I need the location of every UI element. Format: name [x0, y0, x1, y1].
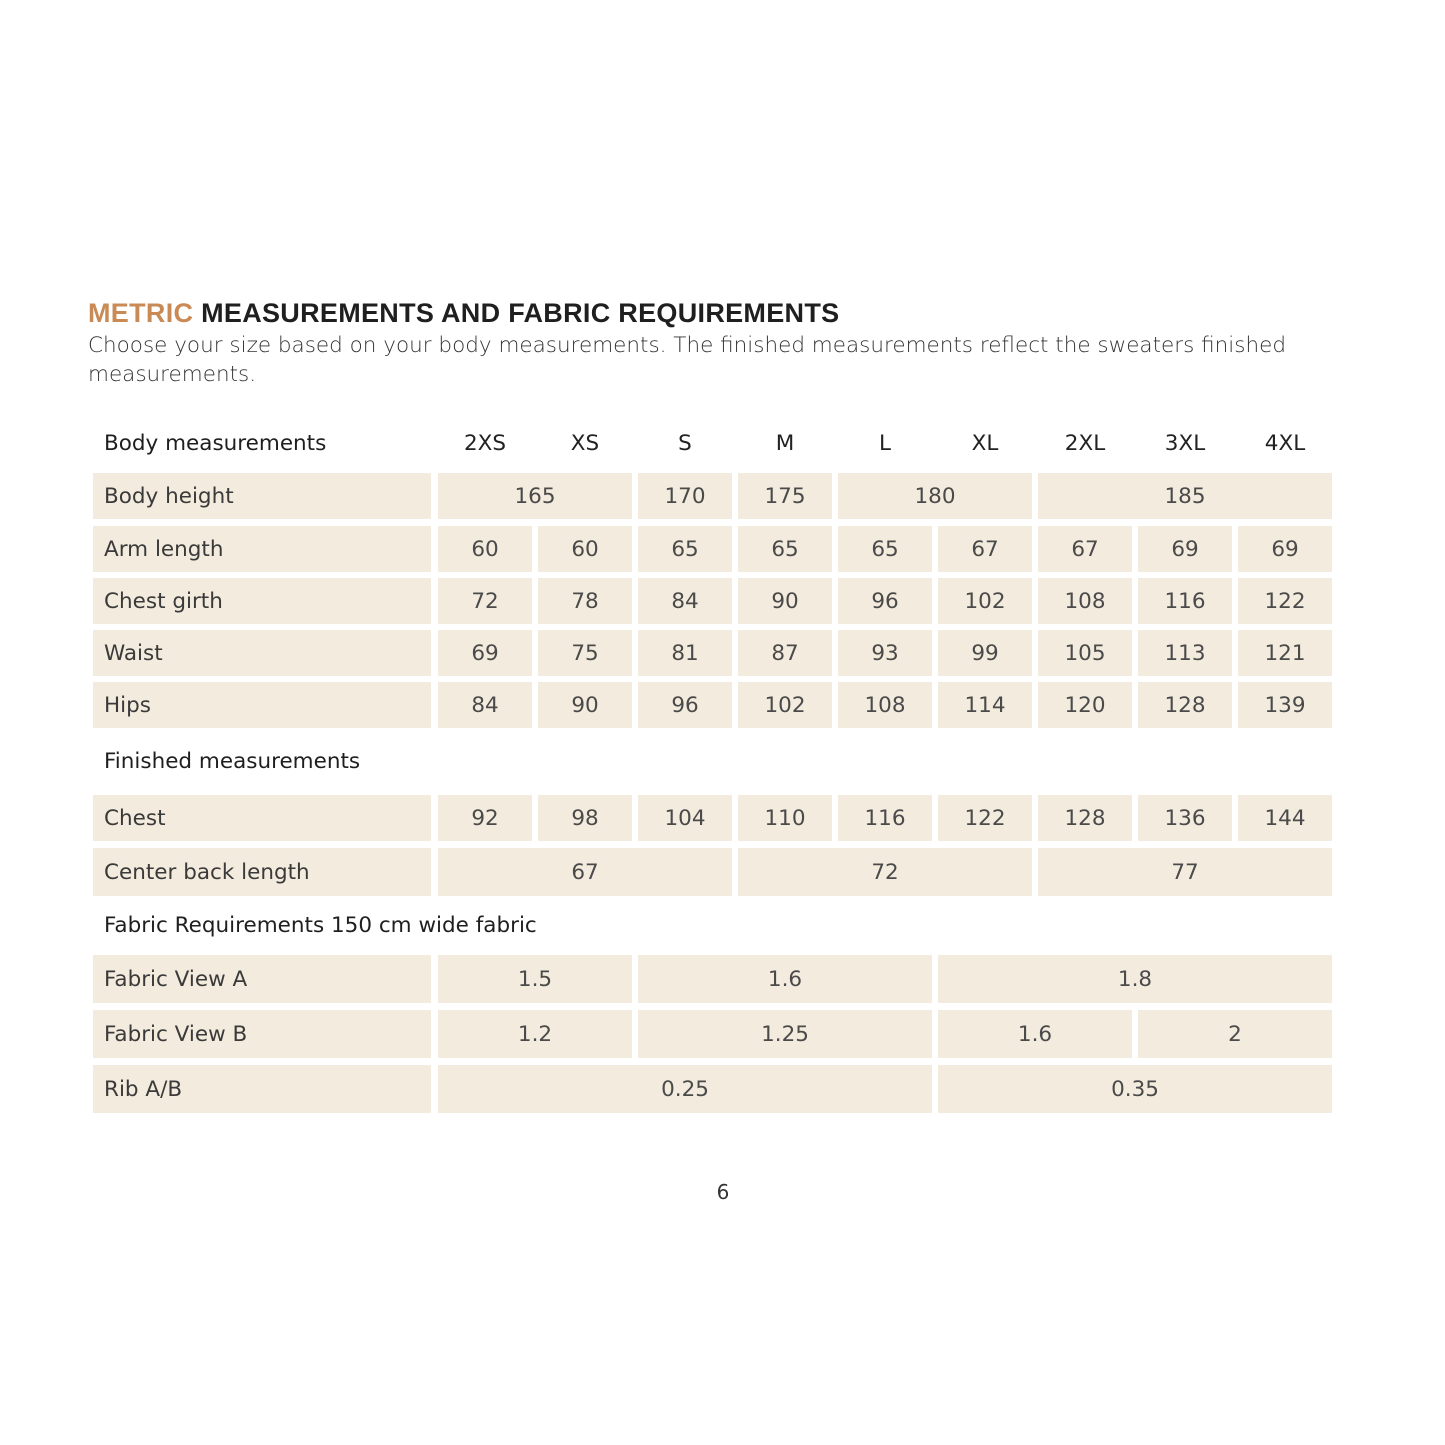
table-cell: 65 — [638, 526, 732, 572]
row-label: Body height — [93, 473, 431, 519]
size-header: L — [879, 430, 891, 456]
table-cell: 92 — [438, 795, 532, 841]
table-cell: 185 — [1038, 473, 1332, 519]
table-cell: 104 — [638, 795, 732, 841]
table-cell: 1.2 — [438, 1010, 632, 1058]
table-cell: 67 — [438, 848, 732, 896]
table-cell: 165 — [438, 473, 632, 519]
table-cell: 67 — [938, 526, 1032, 572]
table-cell: 108 — [838, 682, 932, 728]
table-cell: 69 — [1138, 526, 1232, 572]
row-label: Hips — [93, 682, 431, 728]
table-cell: 60 — [538, 526, 632, 572]
table-cell: 69 — [438, 630, 532, 676]
row-label: Fabric View B — [93, 1010, 431, 1058]
table-cell: 96 — [638, 682, 732, 728]
row-label: Center back length — [93, 848, 431, 896]
table-cell: 90 — [738, 578, 832, 624]
table-cell: 170 — [638, 473, 732, 519]
table-cell: 121 — [1238, 630, 1332, 676]
table-cell: 102 — [738, 682, 832, 728]
table-cell: 65 — [738, 526, 832, 572]
size-header: XL — [971, 430, 999, 456]
size-header: XS — [570, 430, 600, 456]
title-rest: MEASUREMENTS AND FABRIC REQUIREMENTS — [193, 298, 840, 328]
table-cell: 1.5 — [438, 955, 632, 1003]
size-header: 2XS — [463, 430, 507, 456]
table-cell: 116 — [838, 795, 932, 841]
table-cell: 105 — [1038, 630, 1132, 676]
table-cell: 69 — [1238, 526, 1332, 572]
fabric-requirements-heading: Fabric Requirements 150 cm wide fabric — [104, 912, 537, 938]
table-cell: 110 — [738, 795, 832, 841]
finished-measurements-heading: Finished measurements — [104, 748, 361, 774]
table-cell: 0.25 — [438, 1065, 932, 1113]
table-cell: 67 — [1038, 526, 1132, 572]
size-header: 3XL — [1164, 430, 1206, 456]
row-label: Fabric View A — [93, 955, 431, 1003]
table-cell: 175 — [738, 473, 832, 519]
table-cell: 84 — [438, 682, 532, 728]
row-label: Rib A/B — [93, 1065, 431, 1113]
table-cell: 60 — [438, 526, 532, 572]
table-cell: 116 — [1138, 578, 1232, 624]
table-cell: 128 — [1138, 682, 1232, 728]
table-cell: 1.6 — [638, 955, 932, 1003]
table-cell: 77 — [1038, 848, 1332, 896]
table-cell: 2 — [1138, 1010, 1332, 1058]
table-cell: 128 — [1038, 795, 1132, 841]
size-header: 4XL — [1264, 430, 1306, 456]
page-subtitle: Choose your size based on your body measurements. The finished measurements reflect the sweaters finished measurements. — [88, 333, 1286, 387]
row-label: Waist — [93, 630, 431, 676]
table-cell: 90 — [538, 682, 632, 728]
table-cell: 120 — [1038, 682, 1132, 728]
table-cell: 78 — [538, 578, 632, 624]
table-cell: 139 — [1238, 682, 1332, 728]
table-cell: 1.8 — [938, 955, 1332, 1003]
table-cell: 122 — [1238, 578, 1332, 624]
table-cell: 144 — [1238, 795, 1332, 841]
table-cell: 1.6 — [938, 1010, 1132, 1058]
table-cell: 65 — [838, 526, 932, 572]
table-cell: 113 — [1138, 630, 1232, 676]
title-accent: METRIC — [88, 298, 194, 328]
table-cell: 72 — [438, 578, 532, 624]
table-cell: 102 — [938, 578, 1032, 624]
table-cell: 84 — [638, 578, 732, 624]
size-header: S — [678, 430, 692, 456]
table-cell: 96 — [838, 578, 932, 624]
size-header: 2XL — [1064, 430, 1106, 456]
table-cell: 72 — [738, 848, 1032, 896]
table-cell: 108 — [1038, 578, 1132, 624]
table-cell: 114 — [938, 682, 1032, 728]
table-cell: 93 — [838, 630, 932, 676]
table-cell: 136 — [1138, 795, 1232, 841]
row-label: Chest girth — [93, 578, 431, 624]
table-cell: 98 — [538, 795, 632, 841]
table-cell: 122 — [938, 795, 1032, 841]
page-number: 6 — [716, 1180, 730, 1204]
row-label: Arm length — [93, 526, 431, 572]
row-label: Chest — [93, 795, 431, 841]
body-measurements-heading: Body measurements — [104, 430, 327, 456]
table-cell: 81 — [638, 630, 732, 676]
table-cell: 75 — [538, 630, 632, 676]
table-cell: 99 — [938, 630, 1032, 676]
size-header: M — [775, 430, 795, 456]
table-cell: 180 — [838, 473, 1032, 519]
table-cell: 1.25 — [638, 1010, 932, 1058]
table-cell: 0.35 — [938, 1065, 1332, 1113]
table-cell: 87 — [738, 630, 832, 676]
